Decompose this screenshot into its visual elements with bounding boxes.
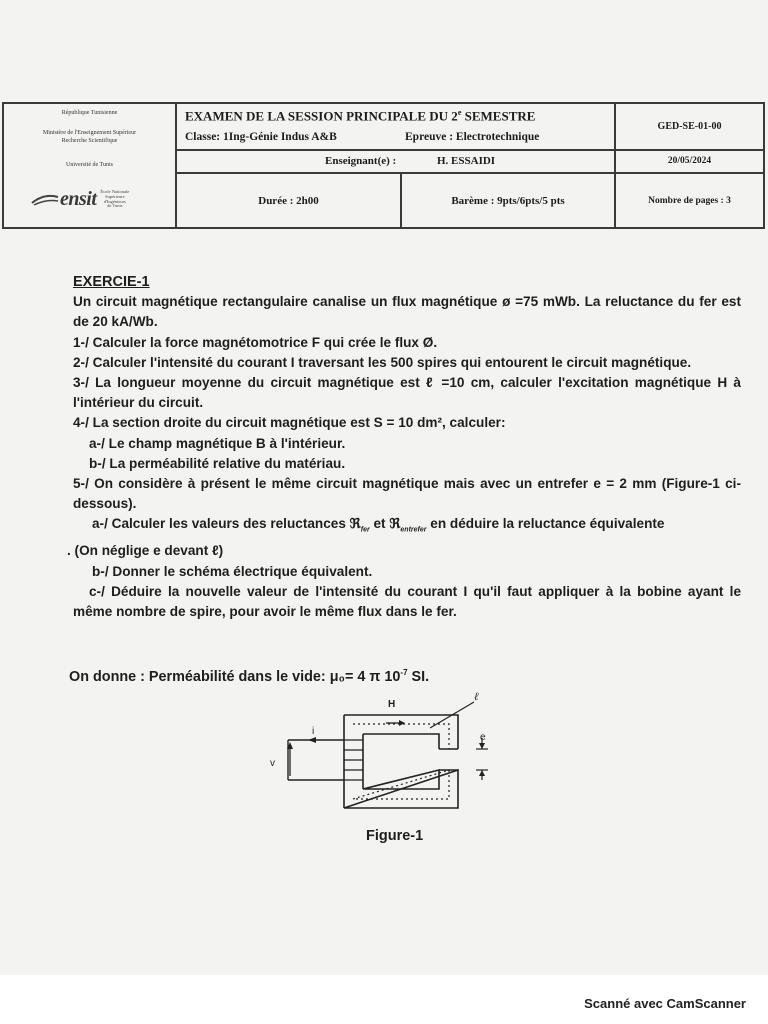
figure-caption: Figure-1 <box>366 828 424 844</box>
question-3: 3-/ La longueur moyenne du circuit magnétique est ℓ =10 cm, calculer l'excitation magnétique H à l'intérieur du circuit. <box>73 375 741 411</box>
question-4b: b-/ La perméabilité relative du matériau. <box>89 455 346 471</box>
exercise-title: EXERCIE-1 <box>73 274 150 290</box>
exercise-body <box>67 272 741 622</box>
teacher-cell <box>176 150 615 173</box>
question-5: 5-/ On considère à présent le même circuit magnétique mais avec un entrefer e = 2 mm (Figure-1 ci-dessous). <box>73 476 741 512</box>
label-length: ℓ <box>474 692 479 703</box>
question-5b: b-/ Donner le schéma électrique équivalent. <box>92 563 373 579</box>
logo-subtext: École Nationale Supérieure d'Ingénieurs de Tunis <box>100 188 130 209</box>
question-5a: a-/ Calculer les valeurs des reluctances ℜ$_{fer}$ et ℜ$_{entrefer}$ en déduire la reluctance équivalente <box>92 516 665 535</box>
scanner-watermark: Scanné avec CamScanner <box>584 996 746 1011</box>
question-5c: c-/ Déduire la nouvelle valeur de l'intensité du courant I qu'il faut appliquer à la bobine ayant le même nombre de spire, pour avoir le même flux dans le fer. <box>73 583 741 619</box>
ensit-logo <box>30 187 129 212</box>
label-current: i <box>312 726 315 737</box>
given-data: On donne : Perméabilité dans le vide: μ₀= 4 π $10^{-7}$ SI. <box>69 668 430 685</box>
current-arrow-icon <box>308 737 316 743</box>
institution-cell <box>3 103 176 228</box>
duration: Durée : 2h00 <box>176 173 401 228</box>
h-field-arrow-icon <box>399 720 405 726</box>
question-4a: a-/ Le champ magnétique B à l'intérieur. <box>89 435 346 451</box>
epreuve-label: Epreuve : Electrotechnique <box>405 130 540 143</box>
label-voltage: v <box>270 758 275 769</box>
gap-arrow-top-icon <box>479 743 485 749</box>
teacher-label: Enseignant(e) : <box>325 154 397 167</box>
question-5a-note: . (On néglige e devant ℓ) <box>67 543 224 559</box>
class-label: Classe: 1Ing-Génie Indus A&B <box>185 130 337 143</box>
logo-text: ensit <box>60 188 97 210</box>
core-outer-outline <box>344 715 458 749</box>
exercise-intro: Un circuit magnétique rectangulaire canalise un flux magnétique ø =75 mWb. La reluctance du fer est de 20 kA/Wb. <box>73 294 741 330</box>
question-1: 1-/ Calculer la force magnétomotrice F qui crée le flux Ø. <box>73 334 438 350</box>
question-4: 4-/ La section droite du circuit magnétique est S = 10 dm², calculer: <box>73 415 506 431</box>
gap-arrow-bottom-icon <box>479 770 485 776</box>
teacher-name: H. ESSAIDI <box>437 154 496 167</box>
universite-text: Université de Tunis <box>65 162 113 168</box>
exam-header-table <box>2 102 765 229</box>
label-gap: e <box>480 732 486 743</box>
exam-code: GED-SE-01-00 <box>615 103 764 150</box>
exam-date: 20/05/2024 <box>615 150 764 173</box>
question-2: 2-/ Calculer l'intensité du courant I traversant les 500 spires qui entourent le circuit magnétique. <box>73 354 692 370</box>
page-count: Nombre de pages : 3 <box>615 173 764 228</box>
ministere-text: Ministère de l'Enseignement Supérieur Recherche Scientifique <box>42 130 137 144</box>
logo-swoosh-icon <box>30 191 60 209</box>
republique-text: République Tunisienne <box>61 110 118 116</box>
core-inner-outline <box>363 734 439 749</box>
label-h: H <box>388 699 396 710</box>
exam-title: EXAMEN DE LA SESSION PRINCIPALE DU 2e SEMESTRE <box>185 108 536 124</box>
magnetic-circuit-figure <box>268 692 508 822</box>
exam-title-cell <box>176 103 615 150</box>
grading-scale: Barème : 9pts/6pts/5 pts <box>401 173 615 228</box>
